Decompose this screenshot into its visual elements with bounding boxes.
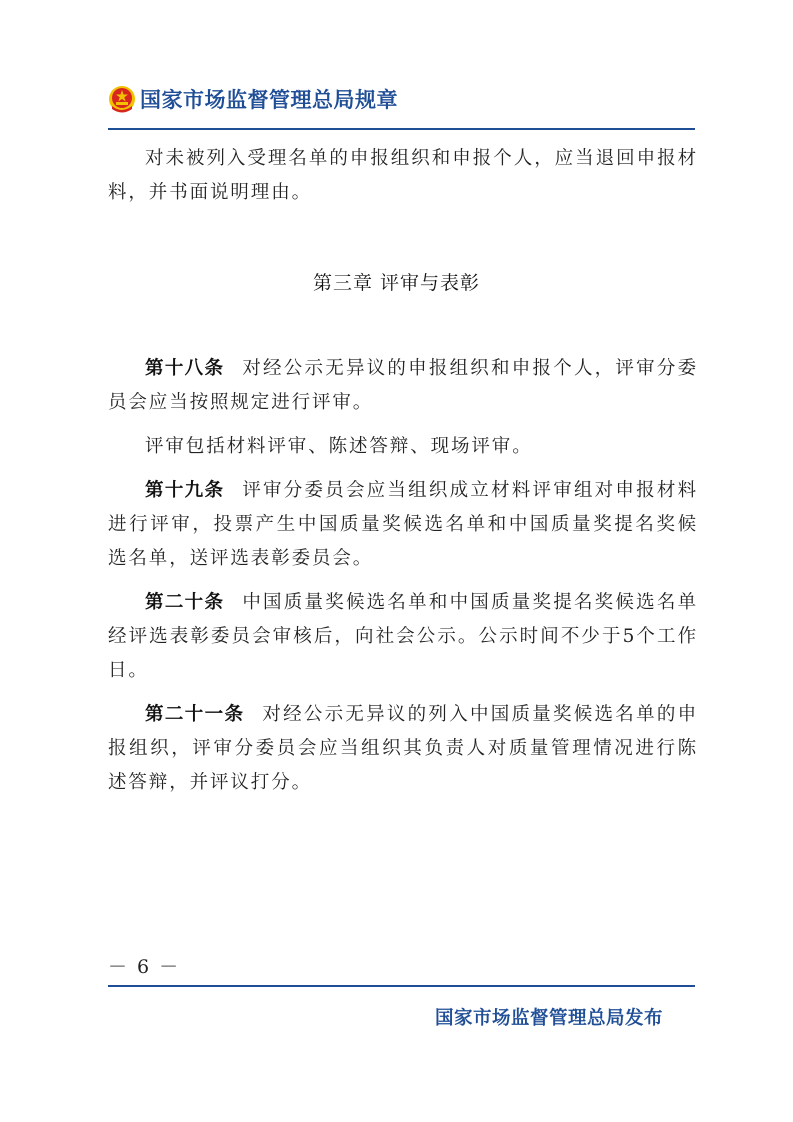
intro-section: [108, 142, 698, 210]
article-number: 第十八条: [145, 358, 225, 379]
article-18: [108, 352, 698, 420]
article-21: [108, 698, 698, 800]
article-18-para-2: [108, 430, 698, 464]
article-number: 第二十条: [145, 592, 225, 613]
national-emblem-icon: [108, 84, 136, 114]
article-number: 第二十一条: [145, 704, 245, 725]
article-text: 对经公示无异议的列入中国质量奖候选名单的申报组织，评审分委员会应当组织其负责人对质量管理情况进行陈述答辩，并评议打分。: [108, 704, 698, 793]
footer-publisher: 国家市场监督管理总局发布: [434, 1008, 663, 1029]
articles-section: [108, 352, 698, 810]
article-text: 评审分委员会应当组织成立材料评审组对申报材料进行评审，投票产生中国质量奖候选名单和中国质量奖提名奖候选名单，送评选表彰委员会。: [108, 480, 698, 569]
header-title: 国家市场监督管理总局规章: [140, 88, 398, 112]
article-number: 第十九条: [145, 480, 225, 501]
article-19: [108, 474, 698, 576]
article-20: [108, 586, 698, 688]
header-divider: [108, 128, 695, 130]
article-text: 对经公示无异议的申报组织和申报个人，评审分委员会应当按照规定进行评审。: [108, 358, 698, 413]
article-text: 评审包括材料评审、陈述答辩、现场评审。: [145, 436, 533, 457]
page-number: － 6 －: [108, 956, 181, 978]
footer-divider: [108, 985, 695, 987]
page-header: [108, 84, 398, 114]
article-text: 中国质量奖候选名单和中国质量奖提名奖候选名单经评选表彰委员会审核后，向社会公示。公示时间不少于5个工作日。: [108, 592, 698, 681]
chapter-title: 第三章 评审与表彰: [312, 272, 481, 294]
intro-paragraph: 对未被列入受理名单的申报组织和申报个人，应当退回申报材料，并书面说明理由。: [108, 148, 698, 203]
